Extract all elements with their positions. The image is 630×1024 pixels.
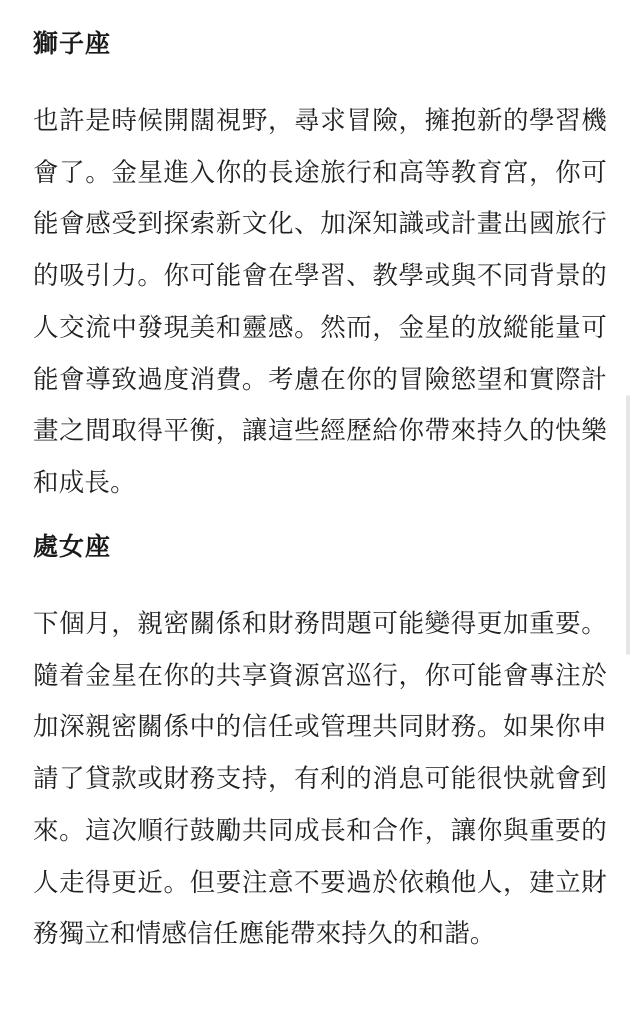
section-heading-virgo: 處女座 [33, 532, 112, 561]
scrollbar[interactable] [626, 395, 630, 655]
section-heading-leo: 獅子座 [33, 29, 112, 58]
section-body-virgo: 下個月，親密關係和財務問題可能變得更加重要。隨着金星在你的共享資源宮巡行，你可能會專注於加深親密關係中的信任或管理共同財務。如果你申請了貸款或財務支持，有利的消息可能很快就會到來。這次順行鼓勵共同成長和合作，讓你與重要的人走得更近。但要注意不要過於依賴他人，建立財務獨立和情感信任應能帶來持久的和諧。 [33, 609, 607, 950]
section-body-leo: 也許是時候開闊視野，尋求冒險，擁抱新的學習機會了。金星進入你的長途旅行和高等教育宮，你可能會感受到探索新文化、加深知識或計畫出國旅行的吸引力。你可能會在學習、教學或與不同背景的人交流中發現美和靈感。然而，金星的放縱能量可能會導致過度消費。考慮在你的冒險慾望和實際計畫之間取得平衡，讓這些經歷給你帶來持久的快樂和成長。 [33, 106, 607, 498]
